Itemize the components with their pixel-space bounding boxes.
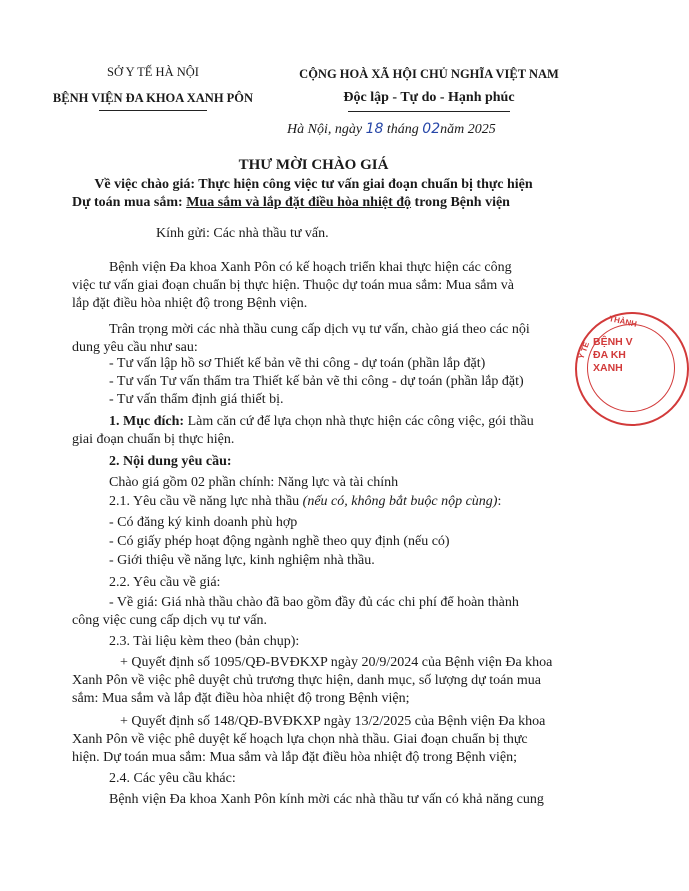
- section-2-1: [109, 494, 501, 510]
- decision-1-line-1: + Quyết định số 1095/QĐ-BVĐKXP ngày 20/9/2024 của Bệnh viện Đa khoa: [120, 655, 553, 670]
- p1-line-1: Bệnh viện Đa khoa Xanh Pôn có kế hoạch triển khai thực hiện các công: [109, 260, 512, 275]
- left-header-rule: [99, 110, 207, 111]
- subject-prefix: Dự toán mua sắm: [72, 195, 179, 210]
- subject-colon: :: [178, 195, 187, 210]
- subject-underlined: Mua sắm và lắp đặt điều hòa nhiệt độ: [186, 195, 412, 210]
- document-title: THƯ MỜI CHÀO GIÁ: [238, 157, 389, 173]
- date-line: [287, 121, 496, 138]
- hospital-stamp: [575, 312, 689, 426]
- section-2-2: 2.2. Yêu cầu về giá:: [109, 575, 221, 590]
- stamp-line-1: BỆNH V: [593, 336, 633, 348]
- p1-line-3: lắp đặt điều hòa nhiệt độ trong Bệnh viện.: [72, 296, 308, 311]
- right-header-rule: [348, 111, 510, 112]
- stamp-inner-ring: [587, 324, 675, 412]
- price-line-2: công việc cung cấp dịch vụ tư vấn.: [72, 613, 267, 628]
- section-1-label: 1. Mục đích:: [109, 414, 185, 429]
- requirement-1: - Có đăng ký kinh doanh phù hợp: [109, 515, 298, 530]
- national-title: CỘNG HOÀ XÃ HỘI CHỦ NGHĨA VIỆT NAM: [299, 67, 559, 81]
- section-2-intro: Chào giá gồm 02 phần chính: Năng lực và tài chính: [109, 475, 399, 490]
- requirement-3: - Giới thiệu về năng lực, kinh nghiệm nhà thầu.: [109, 553, 375, 568]
- date-month-handwritten: 02: [422, 121, 441, 137]
- date-year: năm 2025: [440, 122, 496, 137]
- stamp-arc-left: Y TẾ: [576, 340, 592, 361]
- section-2-1-text: 2.1. Yêu cầu về năng lực nhà thầu: [109, 494, 303, 509]
- section-1-text: Làm căn cứ để lựa chọn nhà thực hiện các công việc, gói thầu: [184, 414, 534, 429]
- subject-suffix: trong Bệnh viện: [411, 195, 510, 210]
- subject-line-2: [72, 195, 510, 211]
- decision-2-line-2: Xanh Pôn về việc phê duyệt kế hoạch lựa chọn nhà thầu. Giai đoạn chuẩn bị thực: [72, 732, 528, 747]
- p2-line-1: Trân trọng mời các nhà thầu cung cấp dịch vụ tư vấn, chào giá theo các nội: [109, 322, 530, 337]
- agency-name: SỞ Y TẾ HÀ NỘI: [107, 65, 199, 79]
- requirement-2: - Có giấy phép hoạt động ngành nghề theo quy định (nếu có): [109, 534, 450, 549]
- stamp-line-3: XANH: [593, 362, 623, 374]
- section-2-1-colon: :: [497, 494, 502, 509]
- date-day-handwritten: 18: [365, 121, 384, 137]
- decision-2-line-3: hiện. Dự toán mua sắm: Mua sắm và lắp đặt điều hòa nhiệt độ trong Bệnh viện;: [72, 750, 517, 765]
- hospital-name: BỆNH VIỆN ĐA KHOA XANH PÔN: [52, 91, 254, 105]
- national-motto: Độc lập - Tự do - Hạnh phúc: [343, 90, 515, 105]
- subject-line-1: Về việc chào giá: Thực hiện công việc tư vấn giai đoạn chuẩn bị thực hiện: [94, 177, 533, 192]
- bullet-2: - Tư vấn Tư vấn thẩm tra Thiết kế bản vẽ thi công - dự toán (phần lắp đặt): [109, 374, 524, 389]
- recipient-line: Kính gửi: Các nhà thầu tư vấn.: [156, 226, 329, 241]
- decision-1-line-3: sắm: Mua sắm và lắp đặt điều hòa nhiệt độ trong Bệnh viện;: [72, 691, 410, 706]
- stamp-arc-top: THÀNH: [608, 314, 638, 329]
- section-2-3: 2.3. Tài liệu kèm theo (bản chụp):: [109, 634, 300, 649]
- decision-2-line-1: + Quyết định số 148/QĐ-BVĐKXP ngày 13/2/2025 của Bệnh viện Đa khoa: [120, 714, 546, 729]
- date-month-label: tháng: [386, 122, 419, 137]
- stamp-line-2: ĐA KH: [593, 349, 626, 361]
- stamp-center-text: [593, 336, 633, 375]
- date-prefix: Hà Nội, ngày: [287, 122, 363, 137]
- price-line-1: - Về giá: Giá nhà thầu chào đã bao gồm đầy đủ các chi phí để hoàn thành: [109, 595, 519, 610]
- section-1-line-2: giai đoạn chuẩn bị thực hiện.: [72, 432, 235, 447]
- p1-line-2: việc tư vấn giai đoạn chuẩn bị thực hiện. Thuộc dự toán mua sắm: Mua sắm và: [72, 278, 515, 293]
- section-2-4: 2.4. Các yêu cầu khác:: [109, 771, 236, 786]
- bullet-1: - Tư vấn lập hồ sơ Thiết kế bản vẽ thi công - dự toán (phần lắp đặt): [109, 356, 486, 371]
- bullet-3: - Tư vấn thẩm định giá thiết bị.: [109, 392, 284, 407]
- p2-line-2: dung yêu cầu như sau:: [72, 340, 198, 355]
- closing-line: Bệnh viện Đa khoa Xanh Pôn kính mời các nhà thầu tư vấn có khả năng cung: [109, 792, 544, 807]
- section-2-1-note: (nếu có, không bắt buộc nộp cùng): [302, 494, 498, 509]
- section-1: [109, 414, 534, 430]
- decision-1-line-2: Xanh Pôn về việc phê duyệt chủ trương thực hiện, danh mục, số lượng dự toán mua: [72, 673, 541, 688]
- section-2-heading: 2. Nội dung yêu cầu:: [109, 454, 232, 469]
